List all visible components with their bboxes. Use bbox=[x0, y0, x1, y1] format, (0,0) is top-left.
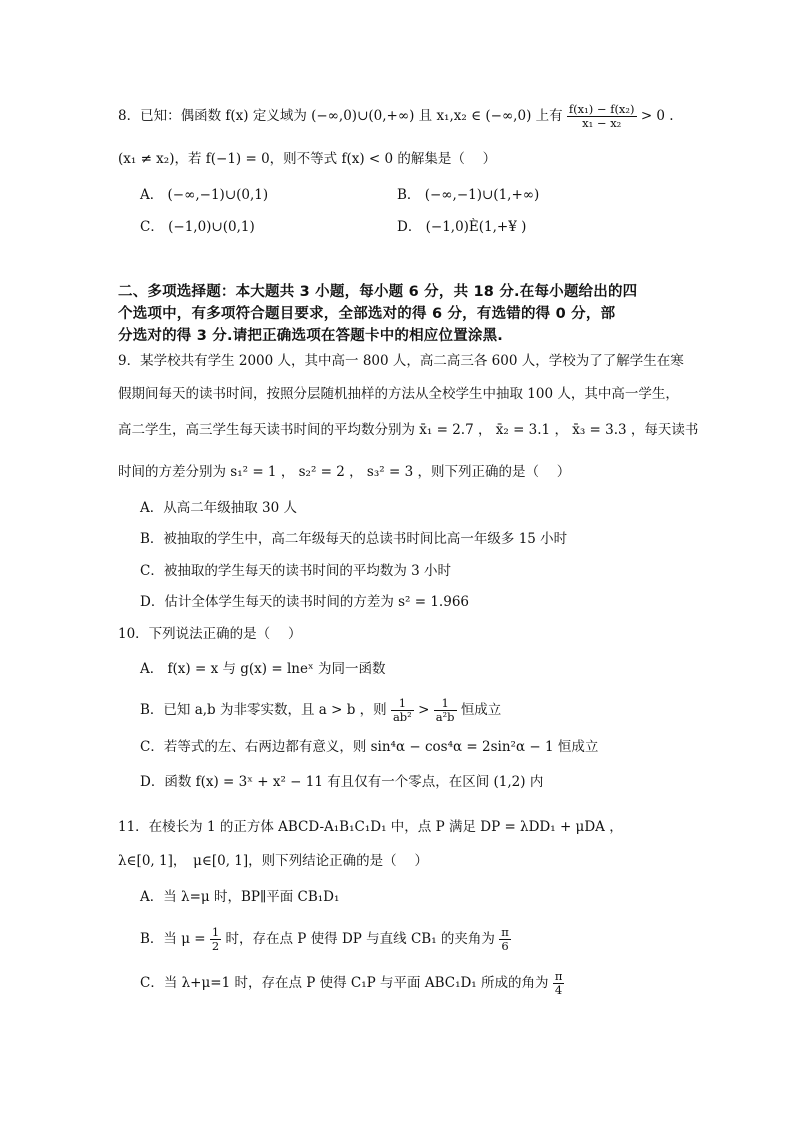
section2-heading-line2: 个选项中，有多项符合题目要求，全部选对的得 6 分，有选错的得 0 分，部 bbox=[118, 306, 616, 322]
q9-line2: 假期间每天的读书时间，按照分层随机抽样的方法从全校学生中抽取 100 人，其中高一学生， bbox=[118, 386, 679, 402]
q10-stem: 10．下列说法正确的是（ ） bbox=[118, 626, 302, 642]
q9-line1: 9．某学校共有学生 2000 人，其中高一 800 人，高二高三各 600 人，学校为了了解学生在寒 bbox=[118, 353, 684, 369]
q10-option-b-text: B．已知 a,b 为非零实数，且 a > b ，则 bbox=[140, 702, 387, 718]
q11-option-b-angle bbox=[499, 926, 511, 953]
q11-option-b-fraction bbox=[210, 926, 221, 953]
q11-line1: 11．在棱长为 1 的正方体 ABCD-A₁B₁C₁D₁ 中，点 P 满足 DP = λDD₁ + μDA ， bbox=[118, 819, 623, 835]
q11-option-c-angle bbox=[553, 970, 565, 997]
q8-line1-text: 8．已知：偶函数 f(x) 定义域为 (−∞,0)∪(0,+∞) 且 x₁,x₂ ∈ (−∞,0) 上有 bbox=[118, 108, 563, 124]
q9-line3: 高二学生，高三学生每天读书时间的平均数分别为 x̄₁ = 2.7 ， x̄₂ = 3.1 ， x̄₃ = 3.3 ，每天读书 bbox=[118, 422, 699, 438]
q10-option-a: A． f(x) = x 与 g(x) = lneˣ 为同一函数 bbox=[140, 661, 386, 677]
q11-option-b-angle-den: 6 bbox=[501, 939, 509, 953]
q9-line4: 时间的方差分别为 s₁² = 1 ， s₂² = 2 ， s₃² = 3 ，则下列正确的是（ ） bbox=[118, 464, 571, 480]
q10-option-b-fraction1-num: 1 bbox=[391, 697, 414, 711]
q11-option-b-fraction-num: 1 bbox=[211, 925, 220, 939]
q8-option-d: D． (−1,0)È(1,+¥ ) bbox=[397, 219, 527, 235]
q11-option-a: A．当 λ=μ 时，BP∥平面 CB₁D₁ bbox=[140, 889, 340, 905]
q10-option-b-fraction1 bbox=[391, 697, 414, 724]
q9-option-c: C．被抽取的学生每天的读书时间的平均数为 3 小时 bbox=[140, 563, 452, 579]
q10-option-c: C．若等式的左、右两边都有意义，则 sin⁴α − cos⁴α = 2sin²α − 1 恒成立 bbox=[140, 739, 599, 755]
q10-option-b-comparator: > bbox=[418, 702, 430, 718]
q11-option-b-text: B．当 μ = bbox=[140, 931, 206, 947]
q8-fraction bbox=[567, 103, 637, 130]
q11-option-b-mid: 时，存在点 P 使得 DP 与直线 CB₁ 的夹角为 bbox=[225, 931, 495, 947]
q11-option-c-angle-den: 4 bbox=[554, 983, 563, 997]
q8-option-b: B． (−∞,−1)∪(1,+∞) bbox=[397, 187, 540, 203]
q8-fraction-numerator: f(x₁) − f(x₂) bbox=[568, 102, 635, 116]
q10-option-d: D．函数 f(x) = 3ˣ + x² − 11 有且仅有一个零点，在区间 (1,2) 内 bbox=[140, 774, 544, 790]
q11-option-b-angle-num: π bbox=[501, 925, 509, 939]
section2-heading-line3: 分选对的得 3 分.请把正确选项在答题卡中的相应位置涂黑. bbox=[118, 328, 503, 344]
q11-option-c-angle-num: π bbox=[554, 969, 563, 983]
q8-line2: (x₁ ≠ x₂)，若 f(−1) = 0，则不等式 f(x) < 0 的解集是（ ） bbox=[118, 151, 497, 167]
q10-option-b-fraction2 bbox=[434, 697, 457, 724]
section2-heading-line1: 二、多项选择题：本大题共 3 小题，每小题 6 分，共 18 分.在每小题给出的四 bbox=[118, 284, 638, 300]
q11-option-b bbox=[140, 926, 511, 953]
q11-option-b-fraction-den: 2 bbox=[211, 939, 220, 953]
q10-option-b-fraction2-den: a²b bbox=[435, 710, 455, 724]
q8-option-c: C． (−1,0)∪(0,1) bbox=[140, 219, 255, 235]
q9-option-a: A．从高二年级抽取 30 人 bbox=[140, 500, 298, 516]
q11-option-c bbox=[140, 970, 564, 997]
q8-line1 bbox=[118, 103, 674, 130]
q10-option-b-fraction1-den: ab² bbox=[392, 710, 412, 724]
q8-fraction-denominator: x₁ − x₂ bbox=[582, 116, 622, 130]
q10-option-b bbox=[140, 697, 501, 724]
q8-option-a: A． (−∞,−1)∪(0,1) bbox=[140, 187, 269, 203]
q11-option-c-text: C．当 λ+μ=1 时，存在点 P 使得 C₁P 与平面 ABC₁D₁ 所成的角为 bbox=[140, 975, 549, 991]
q9-option-b: B．被抽取的学生中，高二年级每天的总读书时间比高一年级多 15 小时 bbox=[140, 531, 568, 547]
q9-option-d: D．估计全体学生每天的读书时间的方差为 s² = 1.966 bbox=[140, 594, 469, 610]
q10-option-b-tail: 恒成立 bbox=[460, 702, 502, 718]
q10-option-b-fraction2-num: 1 bbox=[434, 697, 457, 711]
q11-line2: λ∈[0, 1]， μ∈[0, 1]，则下列结论正确的是（ ） bbox=[118, 853, 428, 869]
q8-line1-tail: > 0 . bbox=[640, 108, 674, 124]
